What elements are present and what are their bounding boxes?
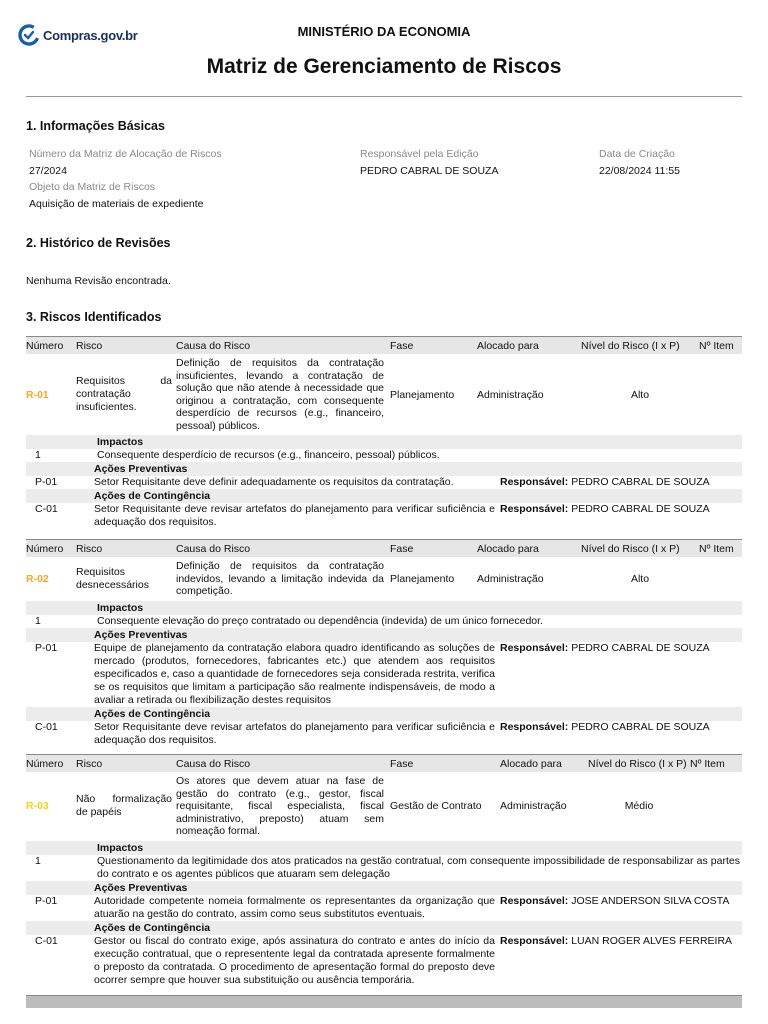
- preventive-responsible-name: PEDRO CABRAL DE SOUZA: [571, 641, 710, 654]
- contingency-code: C-01: [35, 503, 58, 515]
- risk-cause: Os atores que devem atuar na fase de gestão do contrato (e.g., gestor, fiscal requisitante, fiscal especialista, fiscal administrativo, preposto) atuam sem nomeação formal.: [176, 775, 384, 837]
- page-title: Matriz de Gerenciamento de Riscos: [206, 55, 562, 78]
- preventive-row: [26, 642, 742, 707]
- object-label: Objeto da Matriz de Riscos: [29, 181, 156, 193]
- preventive-code: P-01: [35, 641, 58, 654]
- contingency-responsible-name: PEDRO CABRAL DE SOUZA: [571, 720, 710, 733]
- contingency-heading: Ações de Contingência: [26, 921, 742, 935]
- contingency-row: [26, 935, 742, 987]
- risk-row: [26, 772, 742, 841]
- responsible-label: Responsável:: [500, 641, 569, 654]
- preventive-text: Equipe de planejamento da contratação elabora quadro identificando as soluções de mercado (produtos, fornecedores, fabricantes etc.) que atendem aos requisitos especificados e, caso a quantidade de fornecedores seja considerada restrita, verifica se os requisitos que limitam a participação são realmente indispensáveis, de modo a avaliar a retirada ou flexibilização destes requisitos: [94, 641, 495, 706]
- risk-row: [26, 354, 742, 435]
- risk-row: [26, 557, 742, 601]
- impact-row: [26, 615, 742, 628]
- column-header: Nível do Risco (I x P): [581, 540, 699, 558]
- preventive-heading: Ações Preventivas: [26, 462, 742, 476]
- impact-number: 1: [35, 449, 41, 461]
- contingency-row: [26, 503, 742, 529]
- risk-level: Médio: [624, 800, 654, 813]
- contingency-code: C-01: [35, 720, 58, 733]
- section-basic-info-heading: 1. Informações Básicas: [26, 119, 165, 133]
- created-value: 22/08/2024 11:55: [599, 165, 680, 177]
- object-value: Aquisição de materiais de expediente: [29, 198, 204, 210]
- no-revisions-text: Nenhuma Revisão encontrada.: [26, 275, 171, 287]
- preventive-responsible-name: JOSE ANDERSON SILVA COSTA: [571, 894, 730, 907]
- risk-block: [26, 539, 742, 747]
- risk-code: R-03: [26, 800, 49, 813]
- impact-row: [26, 855, 742, 881]
- impact-number: 1: [35, 854, 41, 867]
- logo-text: Compras.gov.br: [43, 27, 138, 43]
- column-header: Risco: [76, 540, 176, 558]
- risk-level: Alto: [630, 388, 650, 401]
- footer-bar: [26, 995, 742, 1008]
- impact-text: Questionamento da legitimidade dos atos praticados na gestão contratual, com consequente impossibilidade de responsabilizar as partes do contrato e os agentes públicos que atuaram sem delegação: [97, 854, 740, 880]
- column-header: Fase: [390, 755, 500, 773]
- contingency-heading: Ações de Contingência: [26, 707, 742, 721]
- preventive-heading: Ações Preventivas: [26, 881, 742, 895]
- contingency-text: Setor Requisitante deve revisar artefatos do planejamento para verificar suficiência e adequação dos requisitos.: [94, 720, 495, 746]
- preventive-heading: Ações Preventivas: [26, 628, 742, 642]
- section-revisions-heading: 2. Histórico de Revisões: [26, 236, 171, 250]
- matrix-number-value: 27/2024: [29, 165, 67, 177]
- risk-allocated: Administração: [477, 388, 544, 401]
- contingency-text: Setor Requisitante deve revisar artefatos do planejamento para verificar suficiência e adequação dos requisitos.: [94, 503, 495, 528]
- column-header: Causa do Risco: [176, 337, 390, 355]
- preventive-text: Autoridade competente nomeia formalmente os representantes da organização que atuarão na gestão do contrato, assim como seus substitutos eventuais.: [94, 894, 495, 920]
- impact-text: Consequente desperdício de recursos (e.g., financeiro, pessoal) públicos.: [97, 449, 440, 461]
- column-header: Nível do Risco (I x P): [588, 755, 690, 773]
- impact-row: [26, 449, 742, 462]
- preventive-responsible: [495, 642, 710, 707]
- responsible-label: Responsável:: [500, 503, 569, 515]
- responsible-label: Responsável:: [500, 894, 569, 907]
- risk-table-header: [26, 540, 742, 558]
- risk-name: Requisitos da contratação insuficientes.: [76, 375, 172, 413]
- column-header: Alocado para: [500, 755, 588, 773]
- responsible-label: Responsável:: [500, 476, 569, 488]
- section-risks-heading: 3. Riscos Identificados: [26, 310, 162, 324]
- preventive-responsible: [495, 895, 729, 921]
- column-header: Alocado para: [477, 540, 581, 558]
- column-header: Causa do Risco: [176, 540, 390, 558]
- impact-text: Consequente elevação do preço contratado ou dependência (indevida) de um único fornecedor.: [97, 614, 543, 627]
- contingency-responsible-name: PEDRO CABRAL DE SOUZA: [571, 503, 710, 515]
- column-header: Risco: [76, 755, 176, 773]
- column-header: Risco: [76, 337, 176, 355]
- preventive-text: Setor Requisitante deve definir adequadamente os requisitos da contratação.: [94, 476, 454, 488]
- risk-item: [699, 557, 742, 601]
- contingency-responsible: [495, 721, 710, 747]
- risk-table: [26, 336, 742, 435]
- column-header: Número: [26, 337, 76, 355]
- risk-allocated: Administração: [500, 800, 567, 813]
- column-header: Nível do Risco (I x P): [581, 337, 699, 355]
- risk-code: R-02: [26, 572, 49, 585]
- preventive-row: [26, 476, 742, 489]
- column-header: Alocado para: [477, 337, 581, 355]
- created-label: Data de Criação: [599, 148, 675, 160]
- contingency-responsible: [495, 503, 710, 529]
- risk-item: [690, 772, 742, 841]
- preventive-code: P-01: [35, 894, 58, 907]
- preventive-responsible: [495, 476, 710, 489]
- column-header: Número: [26, 540, 76, 558]
- risk-table: [26, 539, 742, 601]
- matrix-number-label: Número da Matriz de Alocação de Riscos: [29, 148, 222, 160]
- contingency-code: C-01: [35, 934, 58, 947]
- preventive-responsible-name: PEDRO CABRAL DE SOUZA: [571, 476, 710, 488]
- column-header: Nº Item: [699, 540, 742, 558]
- preventive-code: P-01: [35, 476, 58, 488]
- editor-label: Responsável pela Edição: [360, 148, 479, 160]
- risk-allocated: Administração: [477, 572, 544, 585]
- risk-block: [26, 336, 742, 529]
- risk-phase: Planejamento: [390, 388, 455, 401]
- risk-cause: Definição de requisitos da contratação insuficientes, levando a contratação de solução que não atende à necessidade que originou a contratação, com consequente desperdício de recursos (e.g., financeiro, pessoal) públicos.: [176, 357, 384, 432]
- contingency-row: [26, 721, 742, 747]
- contingency-text: Gestor ou fiscal do contrato exige, após assinatura do contrato e antes do início da execução contratual, que o representente legal da contratada apresente formalmente o preposto da contratada. O procedimento de apresentação formal do preposto deve ocorrer sempre que houver sua substituição ou ausência temporária.: [94, 934, 495, 986]
- responsible-label: Responsável:: [500, 934, 569, 947]
- risk-table-header: [26, 337, 742, 355]
- editor-value: PEDRO CABRAL DE SOUZA: [360, 165, 499, 177]
- column-header: Nº Item: [690, 755, 742, 773]
- risk-table: [26, 754, 742, 841]
- risk-code: R-01: [26, 388, 49, 401]
- risk-name: Não formalização de papéis: [76, 793, 172, 819]
- column-header: Causa do Risco: [176, 755, 390, 773]
- impacts-heading: Impactos: [26, 435, 742, 449]
- column-header: Fase: [390, 540, 477, 558]
- responsible-label: Responsável:: [500, 720, 569, 733]
- column-header: Número: [26, 755, 76, 773]
- contingency-responsible: [495, 935, 732, 987]
- impact-number: 1: [35, 614, 41, 627]
- risk-table-header: [26, 755, 742, 773]
- impacts-heading: Impactos: [26, 601, 742, 615]
- ministry-name: MINISTÉRIO DA ECONOMIA: [297, 24, 471, 39]
- preventive-row: [26, 895, 742, 921]
- risk-cause: Definição de requisitos da contratação indevidos, levando a limitação indevida da competição.: [176, 560, 384, 597]
- header-divider: [26, 96, 742, 97]
- impacts-heading: Impactos: [26, 841, 742, 855]
- risk-block: [26, 754, 742, 987]
- column-header: Fase: [390, 337, 477, 355]
- contingency-heading: Ações de Contingência: [26, 489, 742, 503]
- column-header: Nº Item: [699, 337, 742, 355]
- risk-name: Requisitos desnecessários: [76, 565, 149, 591]
- risk-phase: Gestão de Contrato: [390, 800, 482, 813]
- risk-level: Alto: [630, 572, 650, 585]
- contingency-responsible-name: LUAN ROGER ALVES FERREIRA: [571, 934, 733, 947]
- risk-phase: Planejamento: [390, 572, 455, 585]
- risk-item: [699, 354, 742, 435]
